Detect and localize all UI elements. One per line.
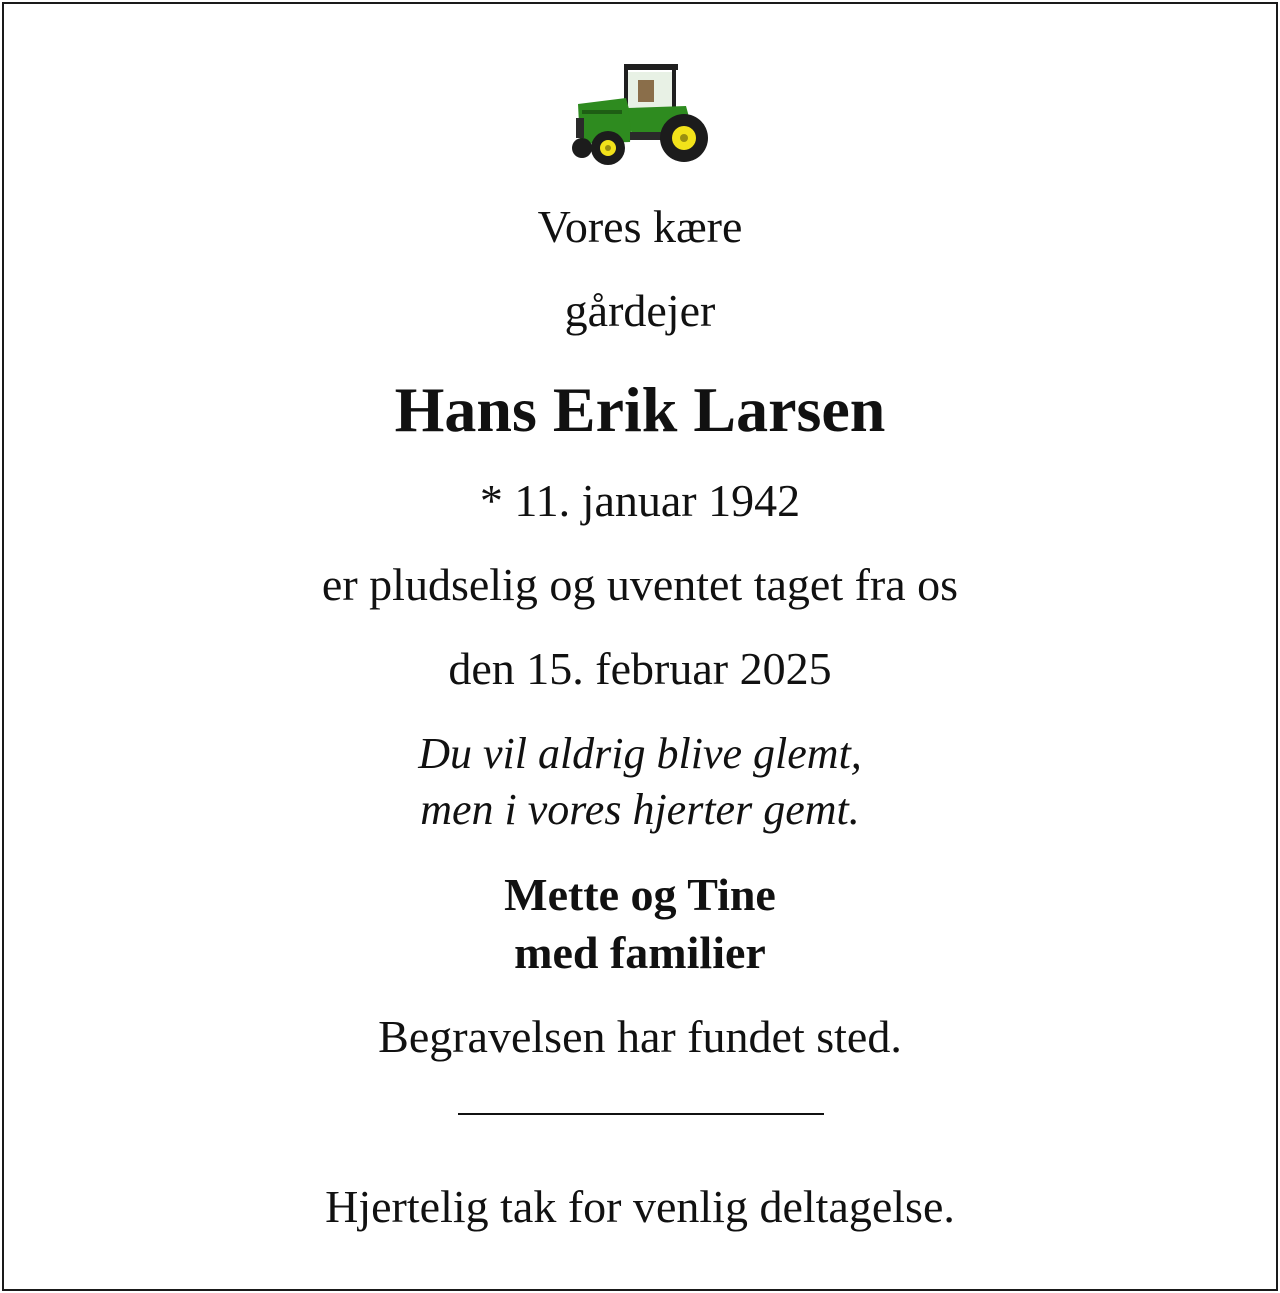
signed-line-1: Mette og Tine [504,869,776,920]
death-line-1: er pludselig og uventet taget fra os [321,559,959,610]
deceased-name: Hans Erik Larsen [394,374,886,445]
death-line-2: den 15. februar 2025 [448,643,832,694]
birth-date: * 11. januar 1942 [479,475,801,526]
divider-line [458,1113,824,1115]
intro-line-2: gårdejer [564,285,716,336]
verse-line-2: men i vores hjerter gemt. [420,785,860,834]
verse-line-1: Du vil aldrig blive glemt, [418,729,862,778]
thanks-line: Hjertelig tak for venlig deltagelse. [325,1181,955,1232]
intro-line-1: Vores kære [537,201,743,252]
signed-line-2: med familier [514,927,766,978]
funeral-note: Begravelsen har fundet sted. [378,1011,902,1062]
tractor-icon [568,58,712,170]
